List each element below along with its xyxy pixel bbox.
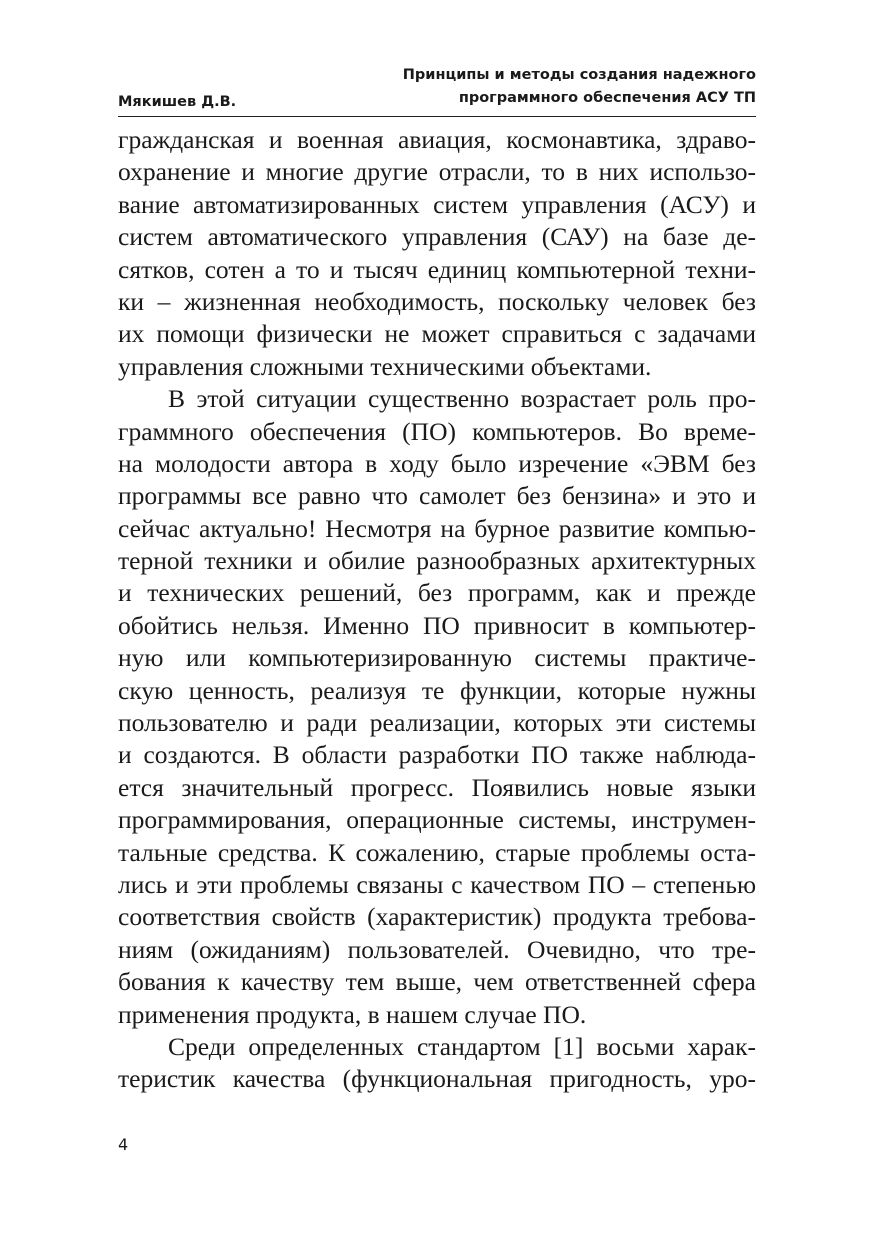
text-line: ную или компьютеризированную системы практиче- bbox=[118, 643, 756, 673]
text-line: пользователю и ради реализации, которых эти системы bbox=[118, 708, 756, 738]
text-line: скую ценность, реализуя те функции, которые нужны bbox=[118, 675, 756, 705]
text-line: тальные средства. К сожалению, старые проблемы оста- bbox=[118, 837, 756, 867]
text-line: сейчас актуально! Несмотря на бурное развитие компью- bbox=[118, 513, 756, 543]
text-line: и технических решений, без программ, как и прежде bbox=[118, 578, 756, 608]
text-line: граммного обеспечения (ПО) компьютеров. Во време- bbox=[118, 416, 756, 446]
text-line: обойтись нельзя. Именно ПО привносит в компьютер- bbox=[118, 610, 756, 640]
text-line: применения продукта, в нашем случае ПО. bbox=[118, 999, 587, 1029]
text-line: ется значительный прогресс. Появились новые языки bbox=[118, 772, 756, 802]
text-line: ниям (ожиданиям) пользователей. Очевидно, что тре- bbox=[118, 934, 756, 964]
text-line: гражданская и военная авиация, космонавтика, здраво- bbox=[118, 125, 756, 154]
paragraph-2 bbox=[118, 383, 756, 1031]
body-text bbox=[118, 124, 756, 1096]
text-line: охранение и многие другие отрасли, то в них использо- bbox=[118, 157, 756, 187]
text-line: соответствия свойств (характеристик) продукта требова- bbox=[118, 902, 756, 932]
text-line: терной техники и обилие разнообразных архитектурных bbox=[118, 546, 756, 576]
header-author: Мякишев Д.В. bbox=[118, 94, 237, 110]
text-line: В этой ситуации существенно возрастает роль про- bbox=[168, 384, 756, 414]
header-title-line-2: программного обеспечения АСУ ТП bbox=[458, 90, 756, 106]
text-line: их помощи физически не может справиться с задачами bbox=[118, 319, 756, 349]
text-line: систем автоматического управления (САУ) на базе де- bbox=[118, 222, 756, 252]
text-line: теристик качества (функциональная пригодность, уро- bbox=[118, 1064, 756, 1094]
text-line: программирования, операционные системы, инструмен- bbox=[118, 805, 756, 835]
page-number: 4 bbox=[118, 1135, 129, 1154]
running-header bbox=[118, 60, 756, 117]
text-line: программы все равно что самолет без бензина» и это и bbox=[118, 481, 756, 511]
text-line: лись и эти проблемы связаны с качеством ПО – степенью bbox=[118, 869, 756, 899]
header-title-line-1: Принципы и методы создания надежного bbox=[402, 67, 756, 83]
paragraph-3 bbox=[118, 1031, 756, 1096]
text-line: бования к качеству тем выше, чем ответственней сфера bbox=[118, 967, 756, 997]
text-line: вание автоматизированных систем управления (АСУ) и bbox=[118, 189, 756, 219]
text-line: и создаются. В области разработки ПО также наблюда- bbox=[118, 740, 756, 770]
header-book-title bbox=[403, 64, 756, 110]
text-line: ки – жизненная необходимость, поскольку человек без bbox=[118, 286, 756, 316]
text-line: на молодости автора в ходу было изречение «ЭВМ без bbox=[118, 448, 756, 478]
text-line: управления сложными техническими объектами. bbox=[118, 351, 652, 381]
text-line: Среди определенных стандартом [1] восьми харак- bbox=[168, 1031, 756, 1061]
text-line: сятков, сотен а то и тысяч единиц компьютерной техни- bbox=[118, 254, 756, 284]
paragraph-1 bbox=[118, 124, 756, 383]
